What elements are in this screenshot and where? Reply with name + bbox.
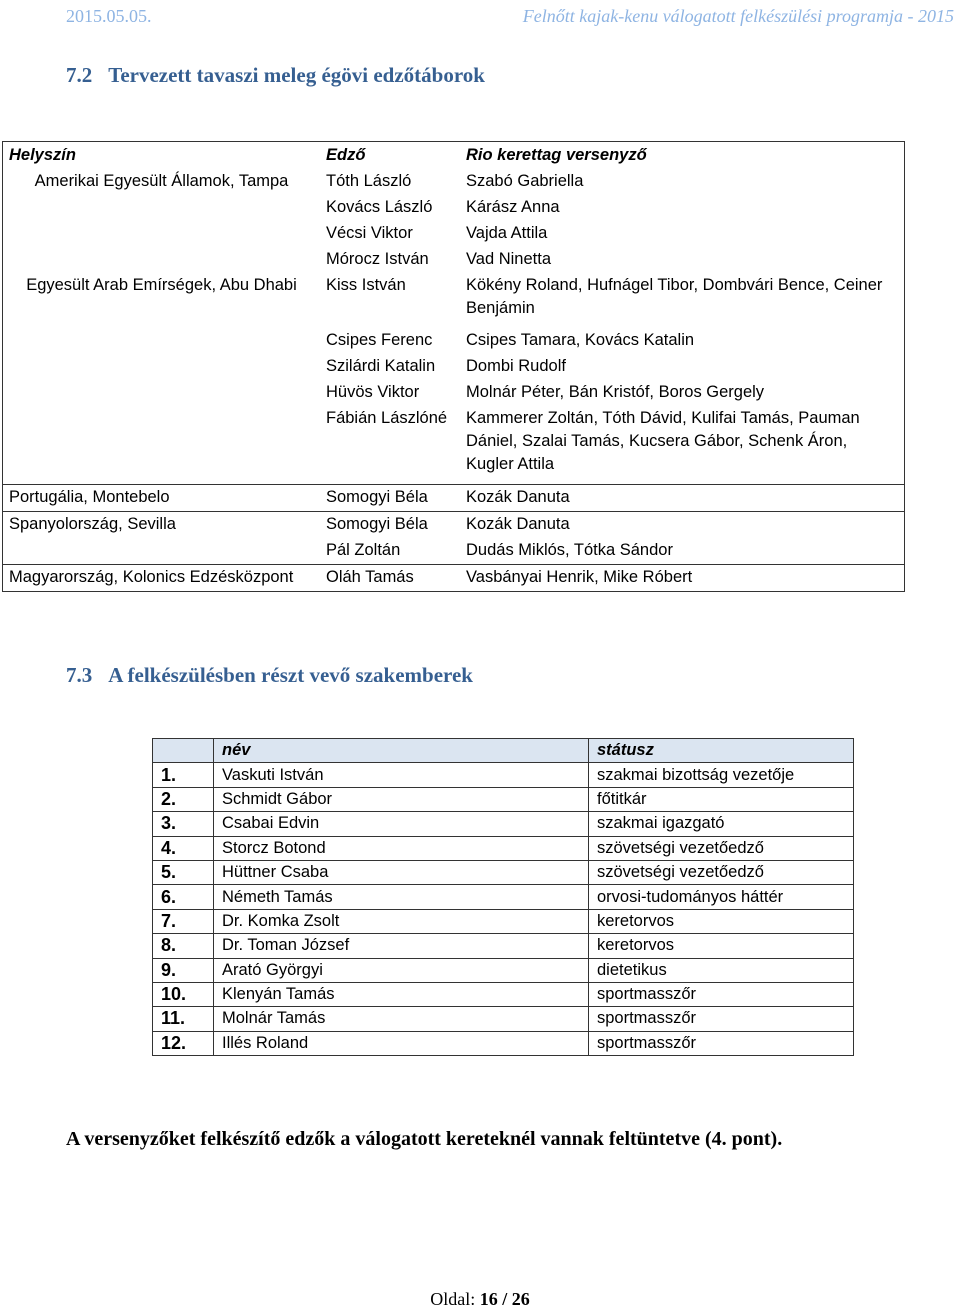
athletes-cell: Kozák Danuta bbox=[460, 512, 905, 539]
coach-cell: Szilárdi Katalin bbox=[326, 357, 436, 375]
athletes-cell: Vajda Attila bbox=[460, 221, 905, 247]
staff-status: főtitkár bbox=[589, 787, 854, 811]
row-number: 1. bbox=[153, 763, 214, 787]
table-row bbox=[3, 485, 905, 512]
table-row bbox=[153, 934, 854, 958]
staff-name: Klenyán Tamás bbox=[214, 982, 589, 1006]
coach-cell: Vécsi Viktor bbox=[326, 224, 413, 242]
section-number: 7.2 bbox=[66, 63, 93, 87]
location-cell bbox=[3, 380, 321, 406]
row-number: 12. bbox=[153, 1031, 214, 1055]
staff-status: dietetikus bbox=[589, 958, 854, 982]
staff-status: keretorvos bbox=[589, 934, 854, 958]
athletes-cell: Dombi Rudolf bbox=[460, 354, 905, 380]
coach-cell: Fábián Lászlóné bbox=[326, 409, 448, 427]
athletes-cell: Kárász Anna bbox=[460, 195, 905, 221]
location-cell bbox=[3, 538, 321, 565]
staff-name: Molnár Tamás bbox=[214, 1007, 589, 1031]
table-row bbox=[153, 836, 854, 860]
staff-name: Németh Tamás bbox=[214, 885, 589, 909]
staff-status: szakmai bizottság vezetője bbox=[589, 763, 854, 787]
table-row bbox=[3, 247, 905, 273]
table-row bbox=[153, 763, 854, 787]
coach-cell: Pál Zoltán bbox=[326, 541, 401, 559]
athletes-cell: Vad Ninetta bbox=[460, 247, 905, 273]
staff-status: keretorvos bbox=[589, 909, 854, 933]
row-number: 11. bbox=[153, 1007, 214, 1031]
coach-cell: Csipes Ferenc bbox=[326, 331, 433, 349]
table-row bbox=[153, 909, 854, 933]
section-heading-7-3 bbox=[66, 663, 473, 688]
coach-cell: Kovács László bbox=[326, 198, 433, 216]
coach-cell: Kiss István bbox=[326, 276, 406, 294]
table-row bbox=[3, 169, 905, 195]
staff-name: Vaskuti István bbox=[214, 763, 589, 787]
header-document-title: Felnőtt kajak-kenu válogatott felkészülési programja - 2015 bbox=[522, 6, 954, 26]
table-row bbox=[153, 1031, 854, 1055]
location-cell: Amerikai Egyesült Államok, Tampa bbox=[3, 169, 321, 195]
column-header-athletes: Rio kerettag versenyző bbox=[460, 142, 905, 170]
table-row bbox=[3, 512, 905, 539]
table-row bbox=[3, 380, 905, 406]
table-row bbox=[153, 885, 854, 909]
athletes-cell: Dudás Miklós, Tótka Sándor bbox=[460, 538, 905, 565]
staff-name: Dr. Komka Zsolt bbox=[214, 909, 589, 933]
table-row bbox=[153, 860, 854, 884]
staff-name: Schmidt Gábor bbox=[214, 787, 589, 811]
staff-status: sportmasszőr bbox=[589, 1031, 854, 1055]
row-number: 8. bbox=[153, 934, 214, 958]
page-label: Oldal: bbox=[430, 1289, 476, 1309]
staff-name: Arató Györgyi bbox=[214, 958, 589, 982]
location-cell bbox=[3, 328, 321, 354]
table-row bbox=[153, 812, 854, 836]
staff-status: orvosi-tudományos háttér bbox=[589, 885, 854, 909]
location-cell: Spanyolország, Sevilla bbox=[3, 512, 321, 539]
header-date: 2015.05.05. bbox=[66, 6, 152, 26]
row-number: 3. bbox=[153, 812, 214, 836]
column-header-coach: Edző bbox=[320, 142, 460, 170]
section-heading-7-2 bbox=[66, 63, 485, 88]
athletes-cell: Kökény Roland, Hufnágel Tibor, Dombvári Bence, Ceiner Benjámin bbox=[460, 273, 905, 322]
section-title-text: Tervezett tavaszi meleg égövi edzőtáborok bbox=[108, 63, 485, 87]
coach-cell: Somogyi Béla bbox=[320, 512, 460, 539]
page-number: 16 / 26 bbox=[479, 1289, 530, 1309]
table-header-row bbox=[3, 142, 905, 170]
location-cell bbox=[3, 221, 321, 247]
footnote-text: A versenyzőket felkészítő edzők a válogatott kereteknél vannak feltüntetve (4. pont). bbox=[66, 1128, 783, 1150]
table-row bbox=[3, 195, 905, 221]
table-row bbox=[3, 273, 905, 322]
table-row bbox=[153, 1007, 854, 1031]
athletes-cell: Vasbányai Henrik, Mike Róbert bbox=[460, 565, 905, 592]
location-cell bbox=[3, 247, 321, 273]
athletes-cell: Csipes Tamara, Kovács Katalin bbox=[460, 328, 905, 354]
staff-status: sportmasszőr bbox=[589, 1007, 854, 1031]
staff-table bbox=[152, 738, 854, 1056]
table-row bbox=[3, 538, 905, 565]
column-header-location: Helyszín bbox=[3, 142, 321, 170]
column-header-name: név bbox=[214, 739, 589, 763]
table-header-row bbox=[153, 739, 854, 763]
coach-cell: Somogyi Béla bbox=[320, 485, 460, 512]
coach-cell: Mórocz István bbox=[326, 250, 429, 268]
staff-name: Illés Roland bbox=[214, 1031, 589, 1055]
athletes-cell: Kozák Danuta bbox=[460, 485, 905, 512]
table-row bbox=[153, 982, 854, 1006]
staff-name: Storcz Botond bbox=[214, 836, 589, 860]
coach-cell: Tóth László bbox=[326, 172, 412, 190]
athletes-cell: Molnár Péter, Bán Kristóf, Boros Gergely bbox=[460, 380, 905, 406]
column-header-number bbox=[153, 739, 214, 763]
section-title-text: A felkészülésben részt vevő szakemberek bbox=[108, 663, 473, 687]
table-row bbox=[3, 406, 905, 478]
row-number: 7. bbox=[153, 909, 214, 933]
table-row bbox=[153, 958, 854, 982]
location-cell: Magyarország, Kolonics Edzésközpont bbox=[3, 565, 321, 592]
table-row bbox=[3, 221, 905, 247]
staff-status: szövetségi vezetőedző bbox=[589, 836, 854, 860]
athletes-cell: Kammerer Zoltán, Tóth Dávid, Kulifai Tamás, Pauman Dániel, Szalai Tamás, Kucsera Gábor, Schenk Áron, Kugler Attila bbox=[460, 406, 905, 478]
coach-cell: Hüvös Viktor bbox=[326, 383, 420, 401]
row-number: 2. bbox=[153, 787, 214, 811]
column-header-status: státusz bbox=[589, 739, 854, 763]
row-number: 9. bbox=[153, 958, 214, 982]
page-footer bbox=[0, 1289, 960, 1310]
section-number: 7.3 bbox=[66, 663, 93, 687]
table-row bbox=[153, 787, 854, 811]
table-row bbox=[3, 354, 905, 380]
athletes-cell: Szabó Gabriella bbox=[460, 169, 905, 195]
location-cell bbox=[3, 195, 321, 221]
row-number: 4. bbox=[153, 836, 214, 860]
staff-name: Csabai Edvin bbox=[214, 812, 589, 836]
table-row bbox=[3, 328, 905, 354]
location-cell: Egyesült Arab Emírségek, Abu Dhabi bbox=[3, 273, 321, 322]
location-cell bbox=[3, 406, 321, 478]
row-number: 6. bbox=[153, 885, 214, 909]
coach-cell: Oláh Tamás bbox=[320, 565, 460, 592]
staff-name: Dr. Toman József bbox=[214, 934, 589, 958]
location-cell bbox=[3, 354, 321, 380]
staff-name: Hüttner Csaba bbox=[214, 860, 589, 884]
staff-status: szakmai igazgató bbox=[589, 812, 854, 836]
row-number: 10. bbox=[153, 982, 214, 1006]
staff-status: szövetségi vezetőedző bbox=[589, 860, 854, 884]
training-camps-table bbox=[2, 141, 905, 592]
staff-status: sportmasszőr bbox=[589, 982, 854, 1006]
table-row bbox=[3, 565, 905, 592]
row-number: 5. bbox=[153, 860, 214, 884]
location-cell: Portugália, Montebelo bbox=[3, 485, 321, 512]
